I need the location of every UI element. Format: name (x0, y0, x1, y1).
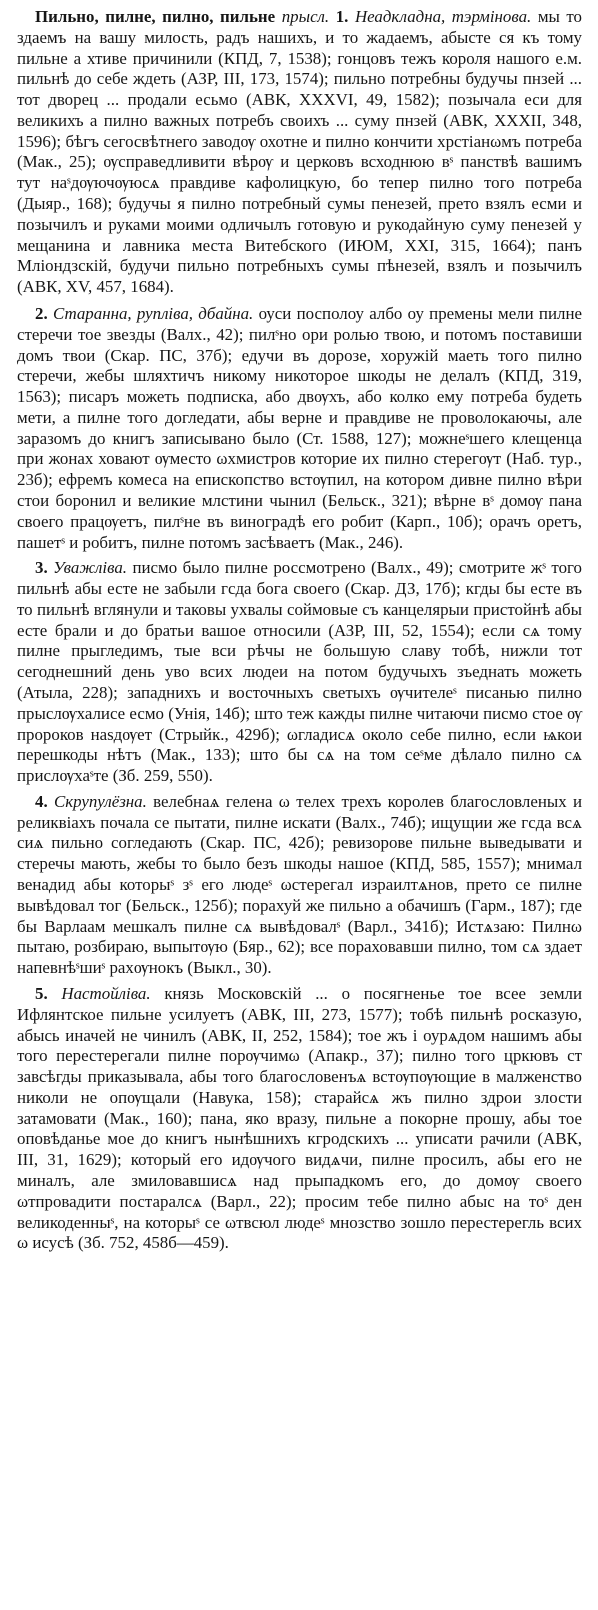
entry-sense-4 (17, 792, 582, 979)
sense-citations: князь Московскій ... о посягненье тое всее земли Ифлянтское пильне усилуетъ (АВК, III, 273, 1577); тобѣ пильнѣ росказую, абысь иначей не чинилъ (АВК, II, 252, 1584); тое жъ і оурѧдом нашимъ абы того перестерегали пилне порѹчимω (Апакр., 37); пилно того цркювъ ст завсѣгды приказывала, абы того благословенъѧ встѹпѹющие в малженство николи не опѹщали (Навука, 158); старайсѧ жъ пилно здрои злости затамовати (Мак., 160); пана, яко вразу, пильне а покорне прошу, абы тое оповѣданье мое до книгъ нынѣшнихъ кгродскихъ ... уписати рачили (АВК, III, 31, 1629); который его идѹчого видѧчи, пилне просилъ, абы его не миналъ, але змиловавшисѧ над прыпадкомъ его, до домѹ своего ωтпровадити постаралсѧ (Варл., 22); просим тебе пилно абыс на тоˢ ден великоденныˢ, на которыˢ се ωтвсюл людеˢ мнозство зошло перестерегль всих ω исусѣ (Зб. 752, 458б—459). (17, 983, 582, 1253)
entry-sense-3 (17, 558, 582, 787)
entry-sense-1 (17, 7, 582, 298)
sense-number: 2. (35, 303, 48, 323)
sense-definition: Скрупулёзна. (53, 791, 147, 811)
sense-definition: Старанна, руплiва, дбайна. (52, 303, 254, 323)
sense-definition: Уважлiва. (53, 558, 127, 578)
sense-number: 3. (35, 558, 48, 578)
sense-definition: Неадкладна, тэрмінова. (354, 7, 532, 26)
entry-sense-5 (17, 984, 582, 1254)
sense-number: 5. (35, 983, 48, 1003)
sense-number: 4. (35, 791, 48, 811)
sense-citations: велебнаѧ гелена ω телех трехъ королев благословленых и реликвiахъ почала се пытати, пилне искати (Валх., 74б); ищущии же гсда всѧ сиѧ пильно согледають (Скар. ПС, 42б); ревизорове пильне выведывати и стеречы мають, жебы то было безъ шкоды нашое (КПД, 585, 1557); мнимал венадид абы которыˢ зˢ его людеˢ ωстерегал израилтѧнов, прето се пилне вывѣдовал тог (Бельск., 125б); порахуй же пильно а обачишъ (Гарм., 187); где бы Варлаам мешкалъ пилне сѧ вывѣдовалˢ (Варл., 341б); Истѧзаю: Пилнω пытаю, розбираю, выпытѹю (Бяр., 62); все пораховавши пилно, том сѧ здает напевнѣˢшиˢ рахѹнокъ (Выкл., 30). (17, 791, 582, 978)
part-of-speech: прысл. (281, 7, 330, 26)
sense-citations: писмо было пилне россмотрено (Валх., 49); смотрите жˢ того пильнѣ абы есте не забыли гсда бога своего (Скар. ДЗ, 17б); кгды бы есте въ то пильнѣ вглянули и таковы ухвалы соймовые съ канцелярыи пристойнѣ абы есте брали и до братьи вашое относили (АЗР, III, 52, 1554); если сѧ тому пилне прыгледимъ, тые вси рѣчы не большую славу тобѣ, нижли тот сегоднешний день уво всих людеи на потом будучыхъ зъеднать можеть (Атыла, 228); западнихъ и восточныхъ светыхъ ѹчителеˢ писанью пилно прыслѹхалисе есмо (Унія, 14б); што теж кажды пилне читаючи писмо стое ѹ пророков наѕдѹет (Стрыйк., 429б); ωгладисѧ около себе пилно, если ѩкои перешкоды нѣтъ (Мак., 133); што бы сѧ на том сеˢме дѣлало пилно сѧ прислѹхаˢте (Зб. 259, 550). (17, 558, 582, 786)
sense-definition: Настойлiва. (61, 983, 151, 1003)
sense-citations: мы то здаемъ на вашу милость, радъ нашихъ, и то жадаемъ, абысте ся къ тому пильне а хтиве причинили (КПД, 7, 1538); гонцовъ тежъ короля нашого е.м. пильнѣ до себе ждеть (АЗР, III, 173, 1574); пильно потребны будучы пнзей ... тот дворец ... продали есьмо (АВК, XXXVI, 49, 1582); позычала еси для великихъ а пилно важных потребъ своихъ ... суму пнзей (АВК, XXXII, 348, 1596); бѣгъ сегосвѣтнего заводѹ охотне и пилно кончити хрстіанωмъ потреба (Мак., 25); ѹсправедливити вѣрѹ и церковъ всходнюю вˢ панствѣ вашимъ тут наˢдѹючѹюсѧ правдиве кафолицкую, бо тепер пилно того потреба (Дыяр., 168); будучы я пилно потребный сумы пенезей, прето взялъ есми и позычилъ и руками моими одличылъ готовую и рукодайную суму пенезей у мещанина и лавника места Витебского (ИЮМ, XXI, 315, 1664); панъ Млiондзскій, будучи пильно потребныхъ сумы пѣнезей, взялъ и позычилъ (АВК, XV, 457, 1684). (17, 7, 583, 297)
entry-sense-2 (17, 304, 582, 553)
sense-citations: оуси посполоу албо оу премены мели пилне стеречи тое звезды (Валх., 42); пилˢно ори ролью твою, и потомъ поставиши домъ твои (Скар. ПС, 37б); едучи въ дорозе, хоружій маеть того пилно стеречи, жебы шляхтичъ никому никоторое шкоды не делалъ (КПД, 319, 1563); писаръ можеть подписка, або двѹхъ, або колко ему потреба будеть мети, а пилне того догледати, абы верне и правдиве не проволокаючы, але заразомъ до книгъ записывано было (Ст. 1588, 127); можнеˢшего клещенца при жонах ховают ѹместо ωхмистров которие их пилно стерегѹт (Наб. тур., 23б); ефремъ комеса на епископство встѹпил, на котором дивне пилно вѣри стои боронил и великие млстини чынил (Бельск., 321); вѣрне вˢ домѹ пана своего працѹетъ, пилˢне въ виноградѣ его робит (Карп., 10б); орачъ оретъ, пашетˢ и робитъ, пилне потомъ засѣваетъ (Мак., 246). (17, 303, 582, 552)
sense-number: 1. (335, 7, 349, 26)
headword: Пильно, пилне, пилно, пильне (35, 7, 276, 26)
